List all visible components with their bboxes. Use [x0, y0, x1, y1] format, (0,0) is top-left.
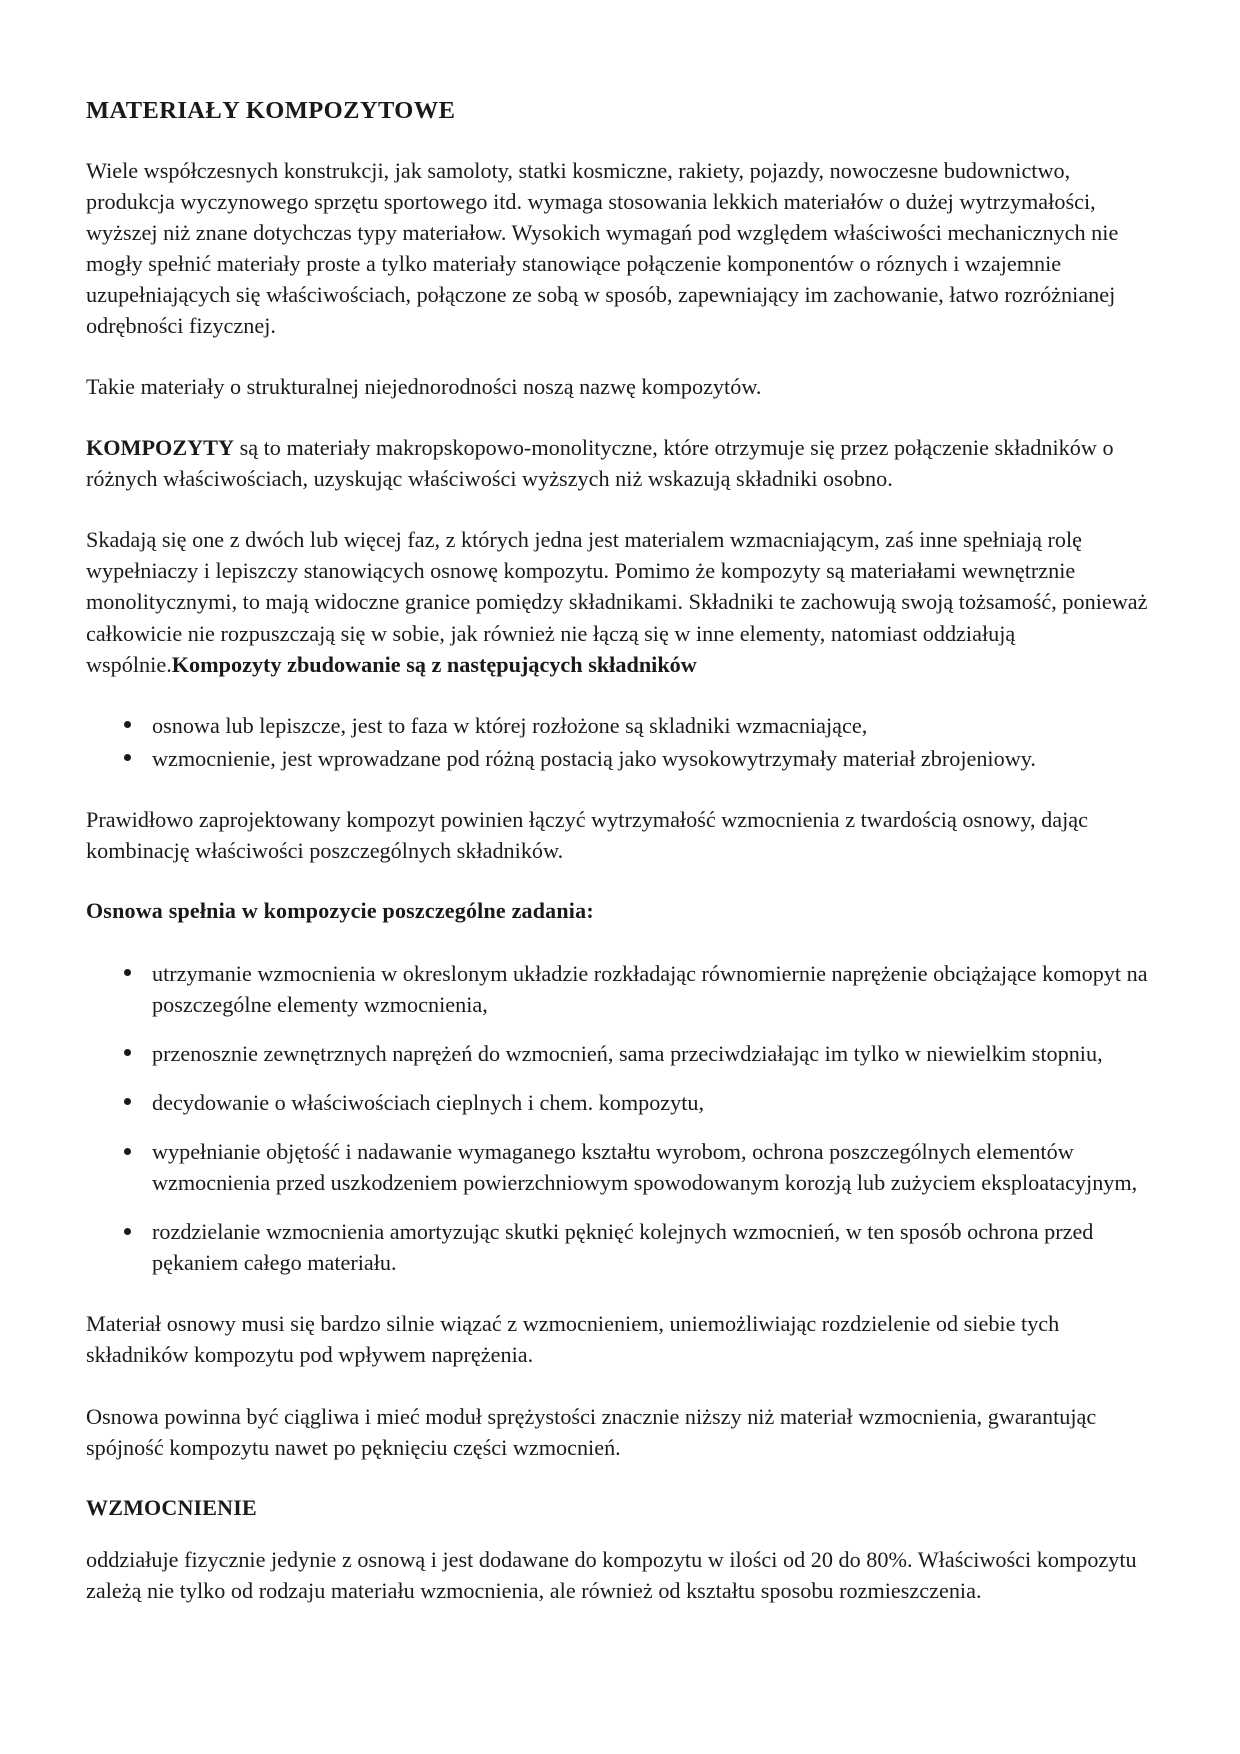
bullet-dot-icon — [124, 1098, 131, 1105]
phases-paragraph-bold-tail: Kompozyty zbudowanie są z następujących składników — [171, 651, 697, 677]
phases-paragraph-text: Skadają się one z dwóch lub więcej faz, z których jedna jest materialem wzmacniającym, zaś inne spełniają rolę wypełniaczy i lepiszczy stanowiących osnowę kompozytu. Pomimo że kompozyty są materiałami wewnętrznie monolitycznymi, to mają widoczne granice pomiędzy składnikami. Składniki te zachowują swoją tożsamość, ponieważ całkowicie nie rozpuszczają się w sobie, jak również nie łączą się w inne elementy, natomiast oddziałują wspólnie. — [86, 527, 1148, 677]
list-item-label: wypełnianie objętość i nadawanie wymaganego kształtu wyrobom, ochrona poszczególnych elementów wzmocnienia przed uszkodzeniem powierzchniowym spowodowanym korozją lub zużyciem eksploatacyjnym, — [152, 1139, 1138, 1196]
bullet-dot-icon — [124, 1049, 131, 1056]
phases-paragraph — [86, 524, 1158, 679]
bullet-dot-icon — [124, 1148, 131, 1155]
definition-lead-paragraph: Takie materiały o strukturalnej niejednorodności noszą nazwę kompozytów. — [86, 374, 762, 400]
bonding-paragraph: Materiał osnowy musi się bardzo silnie wiązać z wzmocnieniem, uniemożliwiając rozdzielenie od siebie tych składników kompozytu pod wpływem naprężenia. — [86, 1311, 1060, 1368]
list-item — [86, 958, 1158, 1020]
list-item-label: wzmocnienie, jest wprowadzane pod różną postacią jako wysokowytrzymały materiał zbrojeniowy. — [152, 745, 1036, 771]
bullet-dot-icon — [124, 1228, 131, 1235]
kompozyty-definition-paragraph — [86, 432, 1158, 494]
list-item — [86, 710, 1158, 741]
osnowa-tasks-list — [86, 958, 1158, 1279]
osnowa-tasks-heading: Osnowa spełnia w kompozycie poszczególne zadania: — [86, 898, 594, 924]
list-item-label: rozdzielanie wzmocnienia amortyzując skutki pęknięć kolejnych wzmocnień, w ten sposób ochrona przed pękaniem całego materiału. — [152, 1219, 1094, 1276]
list-item-label: osnowa lub lepiszcze, jest to faza w której rozłożone są skladniki wzmacniające, — [152, 712, 868, 738]
list-item-label: utrzymanie wzmocnienia w okreslonym układzie rozkładając równomiernie naprężenie obciążające komopyt na poszczególne elementy wzmocnienia, — [152, 960, 1148, 1017]
list-item — [86, 743, 1158, 774]
list-item-label: przenosznie zewnętrznych naprężeń do wzmocnień, sama przeciwdziałając im tylko w niewielkim stopniu, — [152, 1040, 1103, 1066]
kompozyty-definition-text: są to materiały makropskopowo-monolityczne, które otrzymuje się przez połączenie składników o różnych właściwościach, uzyskując właściwości wyższych niż wskazują składniki osobno. — [86, 435, 1114, 492]
list-item — [86, 1038, 1158, 1069]
ductility-paragraph: Osnowa powinna być ciągliwa i mieć moduł sprężystości znacznie niższy niż materiał wzmocnienia, gwarantując spójność kompozytu nawet po pęknięciu części wzmocnień. — [86, 1403, 1097, 1460]
page-title: MATERIAŁY KOMPOZYTOWE — [86, 97, 456, 124]
wzmocnienie-paragraph: oddziałuje fizycznie jedynie z osnową i jest dodawane do kompozytu w ilości od 20 do 80%. Właściwości kompozytu zależą nie tylko od rodzaju materiału wzmocnienia, ale również od kształtu sposobu rozmieszczenia. — [86, 1547, 1137, 1604]
list-item — [86, 1216, 1158, 1278]
design-paragraph: Prawidłowo zaprojektowany kompozyt powinien łączyć wytrzymałość wzmocnienia z twardością osnowy, dając kombinację właściwości poszczególnych składników. — [86, 806, 1089, 863]
spacer — [86, 936, 1158, 958]
components-list — [86, 710, 1158, 774]
intro-paragraph: Wiele współczesnych konstrukcji, jak samoloty, statki kosmiczne, rakiety, pojazdy, nowoczesne budownictwo, produkcja wyczynowego sprzętu sportowego itd. wymaga stosowania lekkich materiałów o dużej wytrzymałości, wyższej niż znane dotychczas typy materiałow. Wysokich wymagań pod względem właściwości mechanicznych nie mogły spełnić materiały proste a tylko materiały stanowiące połączenie komponentów o róznych i wzajemnie uzupełniających się właściwościach, połączone ze sobą w sposób, zapewniający im zachowanie, łatwo rozróżnianej odrębności fizycznej. — [86, 157, 1119, 339]
bullet-dot-icon — [124, 721, 131, 728]
wzmocnienie-heading: WZMOCNIENIE — [86, 1494, 257, 1520]
list-item — [86, 1136, 1158, 1198]
kompozyty-bold-term: KOMPOZYTY — [86, 435, 235, 461]
list-item-label: decydowanie o właściwościach cieplnych i chem. kompozytu, — [152, 1089, 705, 1115]
list-item — [86, 1087, 1158, 1118]
bullet-dot-icon — [124, 754, 131, 761]
bullet-dot-icon — [124, 969, 131, 976]
spacer — [86, 1532, 1158, 1544]
